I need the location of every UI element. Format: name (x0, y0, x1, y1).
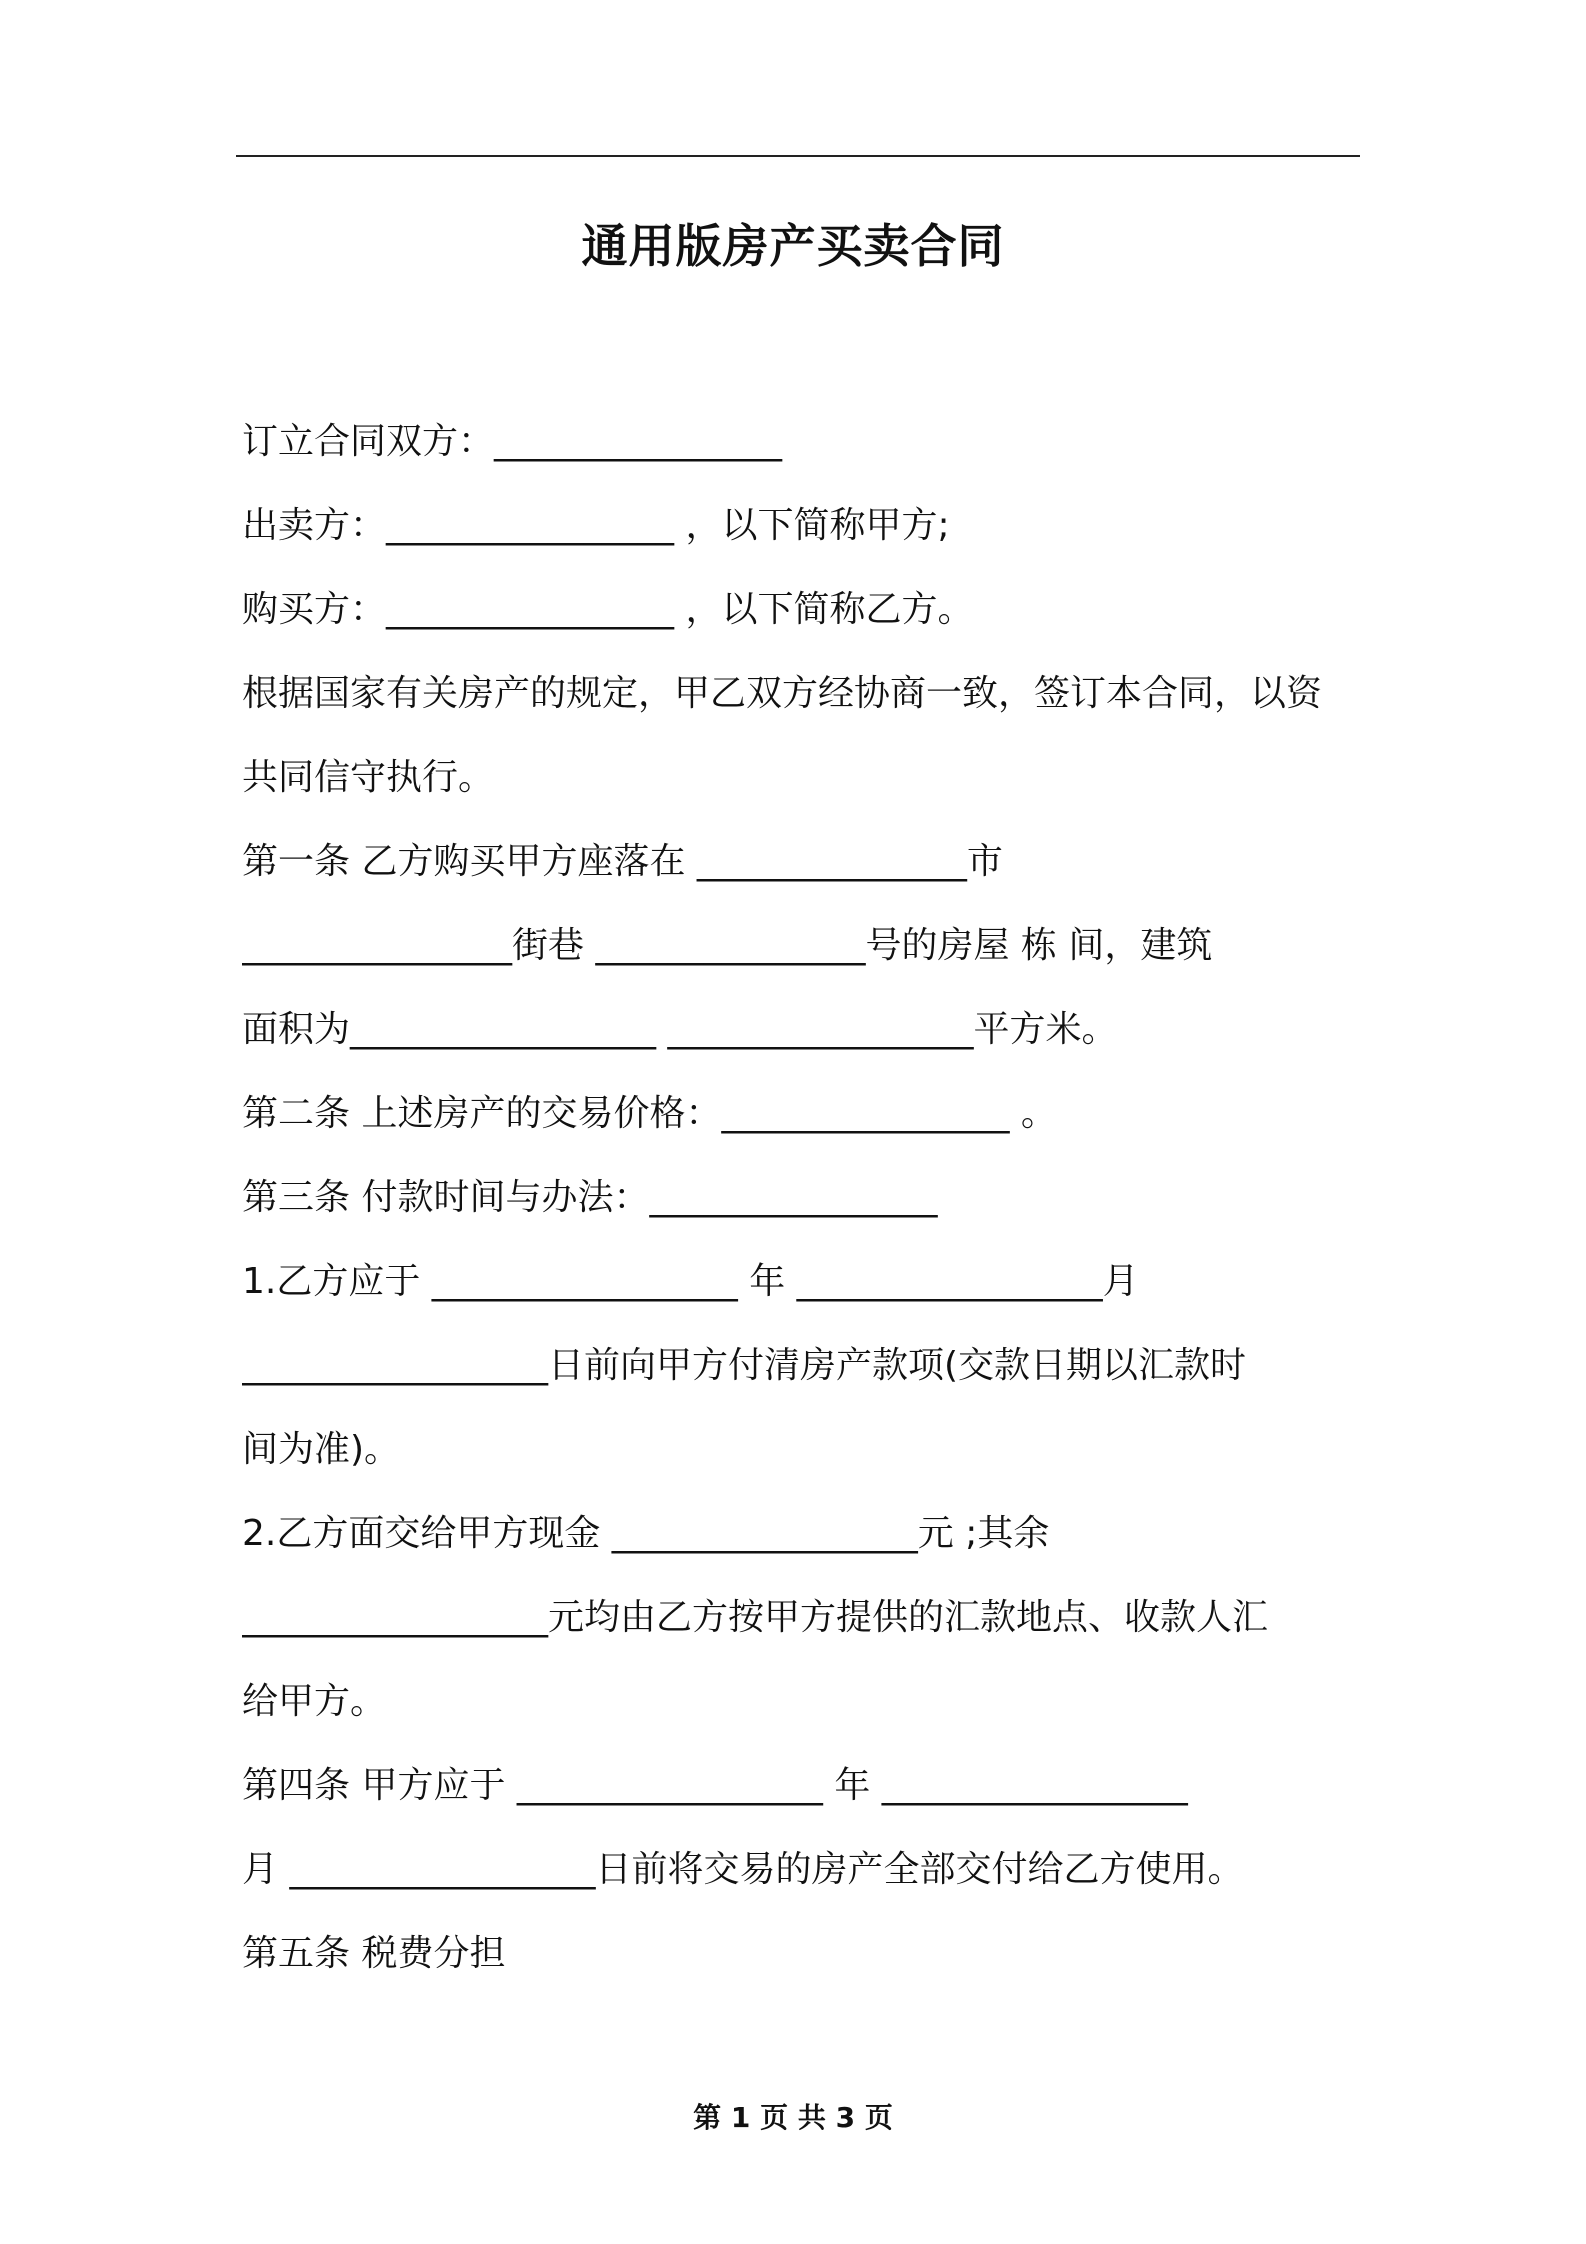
line-preamble-cont: 共同信守执行。 (242, 757, 495, 798)
line-preamble: 根据国家有关房产的规定，甲乙双方经协商一致，签订本合同，以资 (242, 673, 1323, 714)
contract-body (242, 400, 1358, 1996)
line-article-4: 第四条 甲方应于 _________________ 年 _________________ (242, 1765, 1188, 1806)
document-title: 通用版房产买卖合同 (581, 219, 1005, 273)
line-article-1: 第一条 乙方购买甲方座落在 _______________市 (242, 841, 1003, 882)
line-buyer: 购买方：________________ ，以下简称乙方。 (242, 589, 974, 630)
page-footer: 第 1 页 共 3 页 (693, 2101, 893, 2134)
line-article-3-item-1: 1.乙方应于 _________________ 年 _________________月 (242, 1261, 1139, 1302)
line-article-4-cont: 月 _________________日前将交易的房产全部交付给乙方使用。 (242, 1849, 1244, 1890)
line-article-3-item-2-cont: _________________元均由乙方按甲方提供的汇款地点、收款人汇 (242, 1597, 1269, 1638)
line-article-3-item-2: 2.乙方面交给甲方现金 _________________元 ;其余 (242, 1513, 1050, 1554)
line-article-1-area: 面积为_________________ _________________平方米。 (242, 1009, 1118, 1050)
line-article-2: 第二条 上述房产的交易价格：________________ 。 (242, 1093, 1057, 1134)
line-article-3: 第三条 付款时间与办法：________________ (242, 1177, 938, 1218)
line-seller: 出卖方：________________ ，以下简称甲方; (242, 505, 950, 546)
line-article-3-item-2-end: 给甲方。 (242, 1681, 387, 1722)
line-article-1-cont: _______________街巷 _______________号的房屋 栋 间，建筑 (242, 925, 1213, 966)
line-article-3-item-1-cont: _________________日前向甲方付清房产款项(交款日期以汇款时 (242, 1345, 1247, 1386)
header-rule (236, 155, 1360, 157)
line-parties: 订立合同双方：________________ (242, 421, 783, 462)
line-article-3-item-1-end: 间为准)。 (242, 1429, 401, 1470)
line-article-5: 第五条 税费分担 (242, 1933, 506, 1974)
